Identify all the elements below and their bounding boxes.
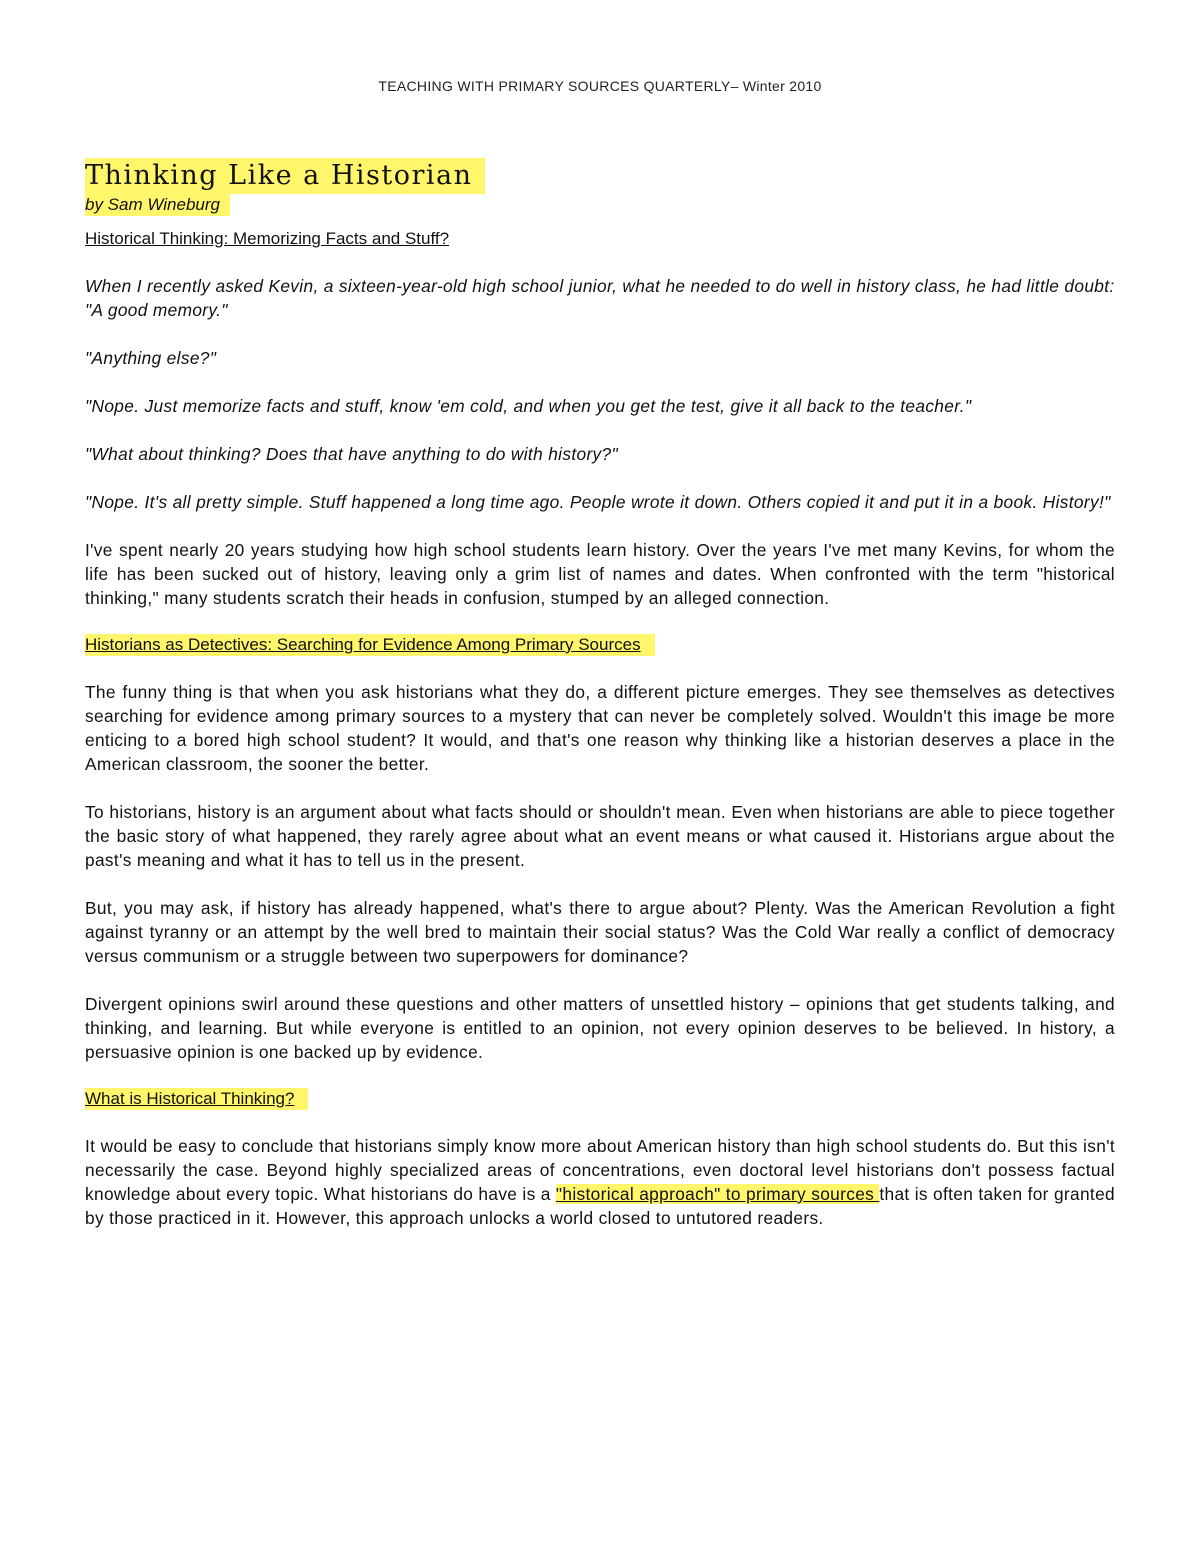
article-byline: by Sam Wineburg	[85, 195, 220, 214]
dialogue-paragraph: "Anything else?"	[85, 348, 217, 368]
highlighted-phrase: "historical approach" to primary sources	[555, 1184, 880, 1204]
article-title: Thinking Like a Historian	[85, 160, 473, 191]
section-heading-detectives: Historians as Detectives: Searching for Evidence Among Primary Sources	[85, 634, 655, 656]
section-heading-historical-thinking: What is Historical Thinking?	[85, 1088, 308, 1110]
byline-highlight	[85, 194, 230, 216]
dialogue-paragraph: When I recently asked Kevin, a sixteen-year-old high school junior, what he needed to do well in history class, he had little doubt: "A good memory."	[85, 276, 1115, 320]
article-body	[85, 158, 1115, 1230]
intro-paragraph: I've spent nearly 20 years studying how high school students learn history. Over the years I've met many Kevins, for whom the life has been sucked out of history, leaving only a grim list of names and dates. When confronted with the term "historical thinking," many students scratch their heads in confusion, stumped by an alleged connection.	[85, 540, 1115, 608]
running-header: TEACHING WITH PRIMARY SOURCES QUARTERLY– Winter 2010	[378, 78, 822, 94]
title-highlight	[85, 158, 485, 194]
paragraph-text: It would be easy to conclude that historians simply know more about American history than high school students do. But this isn't necessarily the case. Beyond highly specialized areas of concentrations, even doctoral level historians don't possess factual knowledge about every topic. What historians do have is a	[85, 1136, 1115, 1204]
body-paragraph	[85, 1134, 1115, 1230]
section-heading-memorizing: Historical Thinking: Memorizing Facts and Stuff?	[85, 229, 450, 248]
dialogue-paragraph: "Nope. It's all pretty simple. Stuff happened a long time ago. People wrote it down. Others copied it and put it in a book. History!"	[85, 492, 1111, 512]
body-paragraph: But, you may ask, if history has already happened, what's there to argue about? Plenty. Was the American Revolution a fight against tyranny or an attempt by the well bred to maintain their social status? Was the Cold War really a conflict of democracy versus communism or a struggle between two superpowers for dominance?	[85, 898, 1115, 966]
body-paragraph: The funny thing is that when you ask historians what they do, a different picture emerges. They see themselves as detectives searching for evidence among primary sources to a mystery that can never be completely solved. Wouldn't this image be more enticing to a bored high school student? It would, and that's one reason why thinking like a historian deserves a place in the American classroom, the sooner the better.	[85, 682, 1115, 774]
dialogue-paragraph: "What about thinking? Does that have anything to do with history?"	[85, 444, 618, 464]
dialogue-paragraph: "Nope. Just memorize facts and stuff, know 'em cold, and when you get the test, give it all back to the teacher."	[85, 396, 972, 416]
body-paragraph: To historians, history is an argument about what facts should or shouldn't mean. Even when historians are able to piece together the basic story of what happened, they rarely agree about what an event means or what caused it. Historians argue about the past's meaning and what it has to tell us in the present.	[85, 802, 1115, 870]
body-paragraph: Divergent opinions swirl around these questions and other matters of unsettled history – opinions that get students talking, and thinking, and learning. But while everyone is entitled to an opinion, not every opinion deserves to be believed. In history, a persuasive opinion is one backed up by evidence.	[85, 994, 1115, 1062]
paragraph-text: that is often taken for granted by those practiced in it. However, this approach unlocks a world closed to untutored readers.	[85, 1184, 1116, 1228]
